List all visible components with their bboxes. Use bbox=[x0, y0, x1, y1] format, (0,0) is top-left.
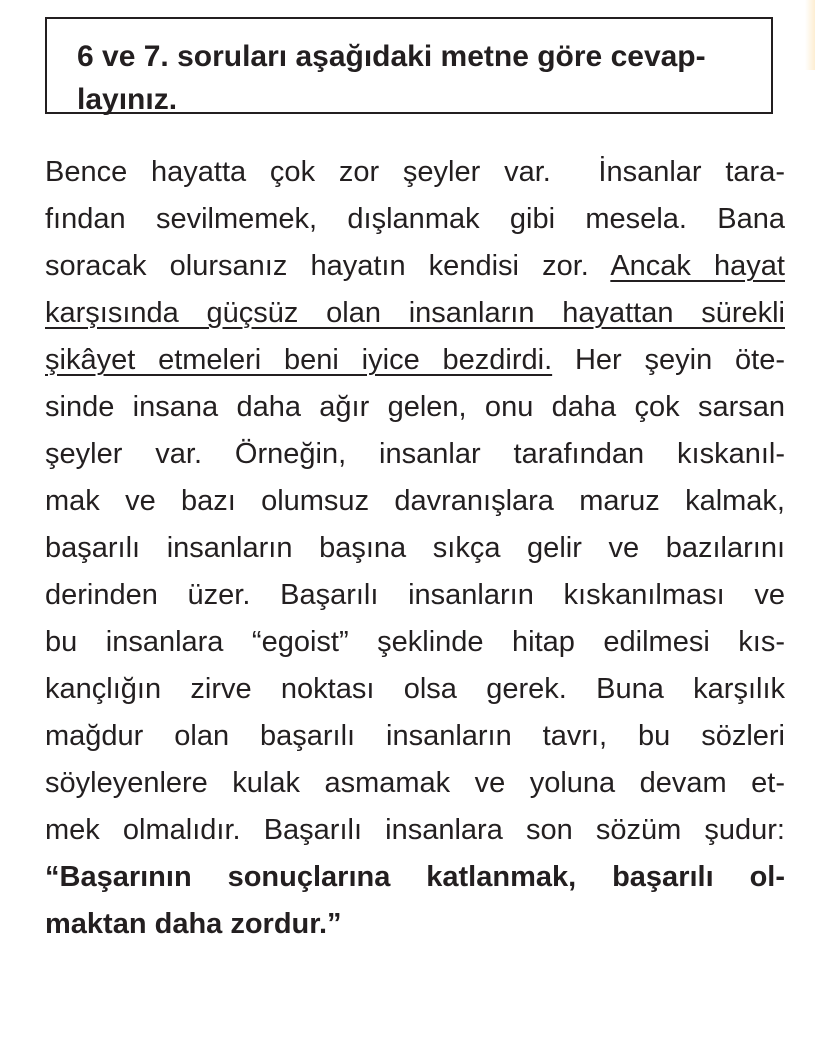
passage-line bbox=[45, 525, 785, 572]
passage-line bbox=[45, 290, 785, 337]
passage-text: derinden üzer. Başarılı insanların kıskanılması ve bbox=[45, 579, 785, 611]
passage-line bbox=[45, 384, 785, 431]
passage-text: kançlığın zirve noktası olsa gerek. Buna karşılık bbox=[45, 673, 785, 705]
passage-text: mağdur olan başarılı insanların tavrı, bu sözleri bbox=[45, 720, 785, 752]
passage-line bbox=[45, 431, 785, 478]
passage-line bbox=[45, 854, 785, 901]
bold-quote-text: maktan daha zordur.” bbox=[45, 908, 342, 940]
passage-line bbox=[45, 149, 785, 196]
reading-passage bbox=[45, 149, 785, 948]
passage-line bbox=[45, 760, 785, 807]
passage-line bbox=[45, 337, 785, 384]
passage-text: soracak olursanız hayatın kendisi zor. bbox=[45, 250, 611, 282]
passage-text: Bence hayatta çok zor şeyler var. İnsanlar tara- bbox=[45, 156, 785, 188]
underlined-sentence: Ancak hayat bbox=[610, 250, 785, 282]
question-heading-line: layınız. bbox=[77, 83, 178, 116]
passage-text: söyleyenlere kulak asmamak ve yoluna devam et- bbox=[45, 767, 785, 799]
passage-text: fından sevilmemek, dışlanmak gibi mesela. Bana bbox=[45, 203, 785, 235]
passage-text: Her şeyin öte- bbox=[552, 344, 785, 376]
passage-line bbox=[45, 572, 785, 619]
underlined-sentence: şikâyet etmeleri beni iyice bezdirdi. bbox=[45, 344, 553, 376]
passage-line bbox=[45, 196, 785, 243]
passage-text: mek olmalıdır. Başarılı insanlara son sözüm şudur: bbox=[45, 814, 785, 846]
passage-text: şeyler var. Örneğin, insanlar tarafından kıskanıl- bbox=[45, 438, 785, 470]
passage-text: mak ve bazı olumsuz davranışlara maruz kalmak, bbox=[45, 485, 785, 517]
underlined-sentence: karşısında güçsüz olan insanların hayattan sürekli bbox=[45, 297, 785, 329]
passage-line bbox=[45, 243, 785, 290]
passage-line bbox=[45, 666, 785, 713]
bold-quote-text: “Başarının sonuçlarına katlanmak, başarılı ol- bbox=[45, 861, 785, 893]
passage-line bbox=[45, 619, 785, 666]
passage-line bbox=[45, 901, 785, 948]
page-edge-tint bbox=[805, 0, 815, 70]
question-heading-line: 6 ve 7. soruları aşağıdaki metne göre cevap- bbox=[77, 40, 706, 73]
passage-line bbox=[45, 807, 785, 854]
passage-text: sinde insana daha ağır gelen, onu daha çok sarsan bbox=[45, 391, 785, 423]
passage-line bbox=[45, 713, 785, 760]
passage-line bbox=[45, 478, 785, 525]
passage-text: bu insanlara “egoist” şeklinde hitap edilmesi kıs- bbox=[45, 626, 785, 658]
question-heading-box bbox=[45, 17, 773, 114]
passage-text: başarılı insanların başına sıkça gelir ve bazılarını bbox=[45, 532, 785, 564]
